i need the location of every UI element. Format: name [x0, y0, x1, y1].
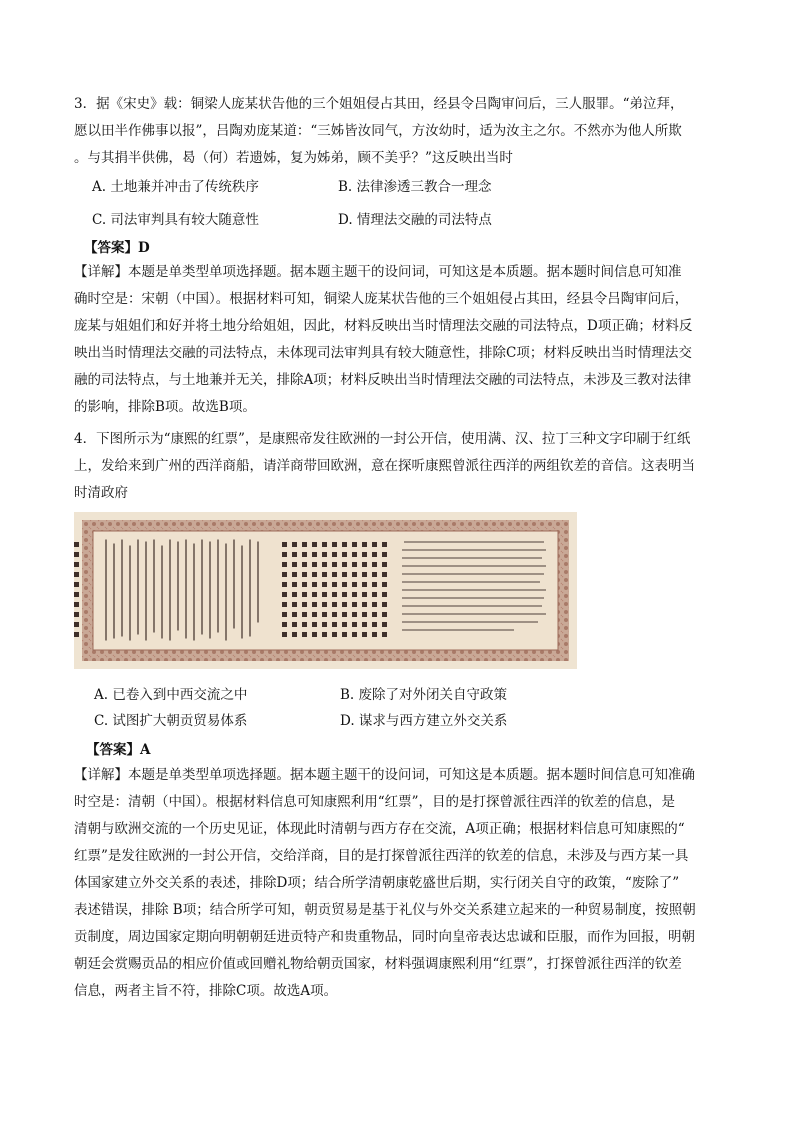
q3-stem-line: 愿以田半作佛事以报”，吕陶劝庞某道：“三姊皆汝同气，方汝幼时，适为汝主之尔。不然亦为他人所欺	[74, 123, 682, 139]
q4-option-c: C. 试图扩大朝贡贸易体系	[94, 713, 248, 729]
q3-analysis	[74, 259, 724, 421]
q4-analysis-line: 信息，两者主旨不符，排除C项。故选A项。	[74, 983, 338, 999]
q4-analysis-line: 贡制度，周边国家定期向明朝朝廷进贡特产和贵重物品，同时向皇帝表达忠诚和臣服，而作为回报，明朝	[74, 929, 695, 945]
q3-analysis-line: 的影响，排除B项。故选B项。	[74, 399, 256, 415]
q3-analysis-line: 庞某与姐姐们和好并将土地分给姐姐，因此，材料反映出当时情理法交融的司法特点，D项正确；材料反	[74, 318, 693, 334]
q4-analysis-line: 红票”是发往欧洲的一封公开信，交给洋商，目的是打探曾派往西洋的钦差的信息，未涉及与西方某一具	[74, 848, 689, 864]
kangxi-red-ticket-image	[74, 512, 577, 669]
q3-analysis-line: 确时空是：宋朝（中国）。根据材料可知，铜梁人庞某状告他的三个姐姐侵占其田，经县令吕陶审问后，	[74, 291, 689, 307]
q4-option-d: D. 谋求与西方建立外交关系	[340, 713, 508, 729]
q3-option-b: B. 法律渗透三教合一理念	[338, 179, 492, 195]
q3-analysis-line: 融的司法特点，与土地兼并无关，排除A项；材料反映出当时情理法交融的司法特点，未涉及三教对法律	[74, 372, 692, 388]
q4-option-b: B. 废除了对外闭关自守政策	[340, 687, 508, 703]
q4-analysis-line: 时空是：清朝（中国）。根据材料信息可知康熙利用“红票”，目的是打探曾派往西洋的钦差的信息，是	[74, 794, 676, 810]
q3-option-d: D. 情理法交融的司法特点	[338, 212, 492, 228]
q3-option-a: A. 土地兼并冲击了传统秩序	[92, 179, 259, 195]
q4-analysis-line: 体国家建立外交关系的表述，排除D项；结合所学清朝康乾盛世后期，实行闭关自守的政策，“废除了”	[74, 875, 680, 891]
q3-stem-line: 3．据《宋史》载：铜梁人庞某状告他的三个姐姐侵占其田，经县令吕陶审问后，三人服罪。“弟泣拜，	[74, 96, 684, 112]
q4-analysis-line: 【详解】本题是单类型单项选择题。据本题主题干的设问词，可知这是本质题。据本题时间信息可知准确	[74, 767, 695, 783]
q4-analysis	[74, 762, 724, 1005]
q4-option-a: A. 已卷入到中西交流之中	[94, 687, 248, 703]
q3-answer: 【答案】D	[84, 240, 150, 256]
q3-analysis-line: 【详解】本题是单类型单项选择题。据本题主题干的设问词，可知这是本质题。据本题时间信息可知准	[74, 264, 682, 280]
q4-stem-line: 4．下图所示为“康熙的红票”，是康熙帝发往欧洲的一封公开信，使用满、汉、拉丁三种文字印刷于红纸	[74, 431, 691, 447]
q4-stem	[74, 426, 724, 507]
q3-stem-line: 。与其捐半供佛，曷（何）若遗姊，复为姊弟，顾不美乎？”这反映出当时	[74, 150, 513, 166]
q3-stem	[74, 91, 724, 172]
red-ticket-illustration	[74, 512, 577, 669]
q3-analysis-line: 映出当时情理法交融的司法特点，未体现司法审判具有较大随意性，排除C项；材料反映出当时情理法交	[74, 345, 692, 361]
q4-answer: 【答案】A	[86, 742, 151, 758]
q3-option-c: C. 司法审判具有较大随意性	[92, 212, 259, 228]
q4-stem-line: 上，发给来到广州的西洋商船，请洋商带回欧洲，意在探听康熙曾派往西洋的两组钦差的音信。这表明当	[74, 458, 695, 474]
q4-analysis-line: 朝廷会赏赐贡品的相应价值或回赠礼物给朝贡国家，材料强调康熙利用“红票”，打探曾派往西洋的钦差	[74, 956, 682, 972]
q4-analysis-line: 清朝与欧洲交流的一个历史见证，体现此时清朝与西方存在交流，A项正确；根据材料信息可知康熙的“	[74, 821, 685, 837]
q4-stem-line: 时清政府	[74, 485, 128, 501]
q4-analysis-line: 表述错误，排除 B项；结合所学可知，朝贡贸易是基于礼仪与外交关系建立起来的一种贸易制度，按照朝	[74, 902, 696, 918]
